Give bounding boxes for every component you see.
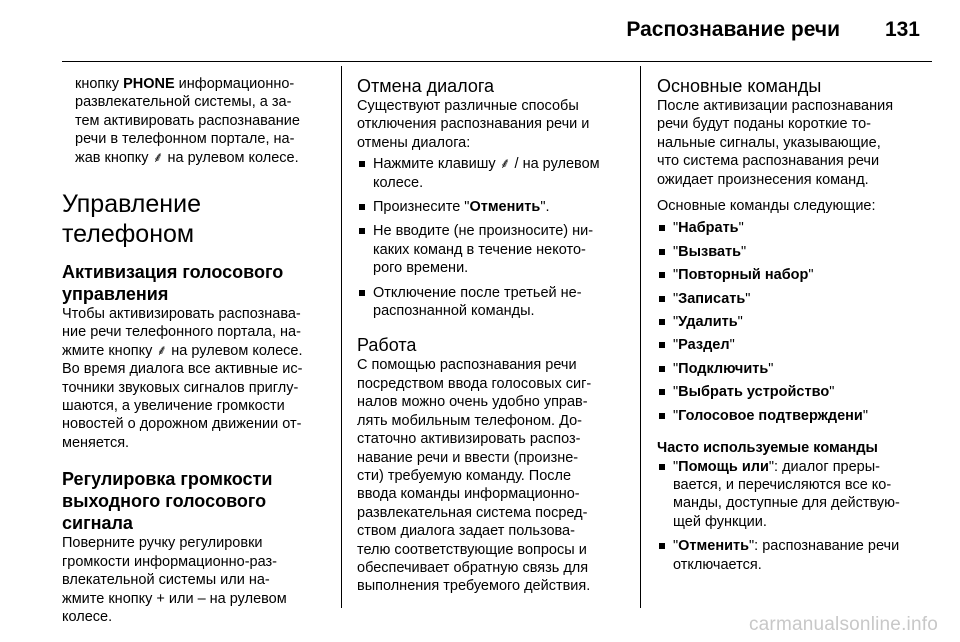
intro-text: на рулевом колесе.: [163, 149, 299, 166]
text-line: жмите кнопку + или – на рулевом: [62, 590, 287, 607]
page-header: [0, 0, 960, 62]
command-item: "Выбрать устройство": [657, 383, 933, 401]
text-line: отключения распознавания речи и: [357, 116, 590, 133]
command-keyword: Голосовое подтверждени: [678, 407, 863, 424]
text-line: Во время диалога все активные ис-: [62, 361, 303, 378]
command-keyword: Записать: [678, 290, 746, 307]
command-keyword: Помощь или: [678, 458, 769, 475]
text-line: что система распознавания речи: [657, 153, 880, 170]
operation-heading: Работа: [357, 335, 417, 356]
heading-line: управления: [62, 284, 169, 305]
text-line: щей функции.: [673, 513, 767, 530]
text-fragment: ": распознавание речи: [749, 538, 900, 555]
command-keyword: Отменить: [678, 538, 750, 555]
command-keyword: Удалить: [678, 314, 738, 331]
text-line: влекательной системы или на-: [62, 572, 270, 589]
commands-intro: Основные команды следующие:: [657, 198, 876, 215]
cancel-dialog-text: [357, 97, 633, 152]
heading-line: Регулировка громкости: [62, 469, 273, 490]
column-3: [657, 75, 933, 574]
text-line: налов можно очень удобно управ-: [357, 394, 588, 411]
text-line: телю соответствующие вопросы и: [357, 541, 587, 558]
heading-line: выходного голосового: [62, 491, 267, 512]
operation-text: [357, 356, 633, 595]
text-line: шаются, а увеличение громкости: [62, 398, 285, 415]
command-item: "Вызвать": [657, 243, 933, 261]
voice-button-icon: ⸙: [152, 149, 164, 166]
cancel-dialog-heading: Отмена диалога: [357, 76, 495, 96]
text-line: ние речи телефонного портала, на-: [62, 324, 301, 341]
text-line: лять мобильным телефоном. До-: [357, 412, 582, 429]
text-line: сти) требуемую команду. После: [357, 467, 572, 484]
command-item: "Отменить": распознавание речи отключается.: [657, 537, 933, 574]
list-item: [357, 222, 633, 277]
volume-heading: [62, 468, 334, 534]
basic-commands-text: [657, 97, 933, 189]
command-keyword: Набрать: [678, 220, 739, 237]
intro-line: речи в телефонном портале, на-: [75, 131, 295, 148]
heading-line: Активизация голосового: [62, 262, 284, 283]
header-title: Распознавание речи: [626, 18, 840, 41]
intro-line: развлекательной системы, а за-: [75, 94, 292, 111]
frequent-commands-heading: Часто используемые команды: [657, 440, 878, 457]
text-line: Чтобы активизировать распознава-: [62, 306, 301, 323]
command-item: "Голосовое подтверждени": [657, 407, 933, 425]
text-line: ввода команды информационно-: [357, 486, 580, 503]
text-line: С помощью распознавания речи: [357, 357, 577, 374]
command-keyword: Раздел: [678, 337, 730, 354]
text-line: Существуют различные способы: [357, 98, 579, 114]
text-line: манды, доступные для действую-: [673, 495, 900, 512]
text-line: развлекательная система посред-: [357, 504, 588, 521]
text-fragment: ".: [540, 199, 550, 216]
list-item: [357, 284, 633, 321]
text-line: нальные сигналы, указывающие,: [657, 134, 881, 151]
command-keyword: Повторный набор: [678, 267, 809, 284]
command-item: "Раздел": [657, 336, 933, 354]
intro-text: кнопку: [75, 76, 124, 92]
text-line: Отключение после третьей не-: [373, 284, 582, 301]
text-line: Поверните ручку регулировки: [62, 535, 263, 552]
text-line: громкости информационно-раз-: [62, 553, 277, 570]
text-line: каких команд в течение некото-: [373, 241, 586, 258]
command-item: "Записать": [657, 290, 933, 308]
intro-text: информационно-: [174, 76, 295, 92]
command-keyword: Выбрать устройство: [678, 384, 830, 401]
text-line: рого времени.: [373, 260, 469, 277]
intro-line: тем активировать распознавание: [75, 112, 300, 129]
command-keyword: Подключить: [678, 360, 769, 377]
text-line: выполнения требуемого действия.: [357, 578, 591, 595]
text-line: навание речи и ввести (произне-: [357, 449, 579, 466]
text-line: колесе.: [373, 174, 424, 191]
list-item: [357, 155, 633, 192]
text-line: обеспечивает обратную связь для: [357, 559, 589, 576]
text-line: После активизации распознавания: [657, 98, 894, 114]
text-line: колесе.: [62, 608, 113, 625]
intro-text: жав кнопку: [75, 149, 153, 166]
text-line: ожидает произнесения команд.: [657, 171, 869, 188]
volume-text: [62, 534, 334, 626]
column-2: [357, 75, 633, 596]
command-item: "Удалить": [657, 313, 933, 331]
text-line: отмены диалога:: [357, 134, 471, 151]
text-line: Не вводите (не произносите) ни-: [373, 223, 594, 240]
text-line: Нажмите клавишу ⸙ / на рулевом: [373, 156, 600, 173]
command-item: "Набрать": [657, 219, 933, 237]
text-line: вается, и перечисляются все ко-: [673, 476, 892, 493]
section-title: Управление телефоном: [62, 190, 201, 249]
frequent-commands-list: [657, 458, 933, 574]
commands-list: [657, 219, 933, 425]
command-keyword: Отменить: [469, 199, 541, 216]
text-line: отключается.: [673, 556, 762, 573]
text-line: точники звуковых сигналов приглу-: [62, 379, 299, 396]
command-item: "Повторный набор": [657, 266, 933, 284]
list-item: [357, 198, 633, 216]
page-number: 131: [884, 18, 920, 41]
text-line: жмите кнопку ⸙ на рулевом колесе.: [62, 342, 303, 359]
basic-commands-heading: Основные команды: [657, 76, 822, 96]
voice-control-text: [62, 305, 334, 452]
cancel-options-list: [357, 155, 633, 320]
text-fragment: ": диалог преры-: [768, 458, 880, 475]
column-1: [62, 75, 334, 626]
watermark: carmanualsonline.info: [748, 614, 938, 635]
text-fragment: Произнесите ": [373, 199, 470, 216]
heading-line: сигнала: [62, 513, 133, 534]
intro-paragraph: [62, 75, 334, 167]
text-line: распознанной команды.: [373, 303, 535, 320]
text-line: статочно активизировать распоз-: [357, 431, 581, 448]
column-divider-right: [640, 66, 641, 608]
text-line: ством диалога задает пользова-: [357, 523, 575, 540]
text-line: речи будут поданы короткие то-: [657, 116, 871, 133]
phone-button-label: PHONE: [123, 76, 175, 92]
text-line: посредством ввода голосовых сиг-: [357, 375, 592, 392]
command-item: "Помощь или": диалог преры- вается, и перечисляются все ко- манды, доступные для действую- щей функции.: [657, 458, 933, 532]
command-item: "Подключить": [657, 360, 933, 378]
voice-control-heading: [62, 261, 334, 305]
header-rule: [62, 61, 932, 62]
text-line: новостей о дорожном движении от-: [62, 416, 302, 433]
column-divider-left: [341, 66, 342, 608]
text-line: меняется.: [62, 434, 130, 451]
command-keyword: Вызвать: [678, 243, 742, 260]
